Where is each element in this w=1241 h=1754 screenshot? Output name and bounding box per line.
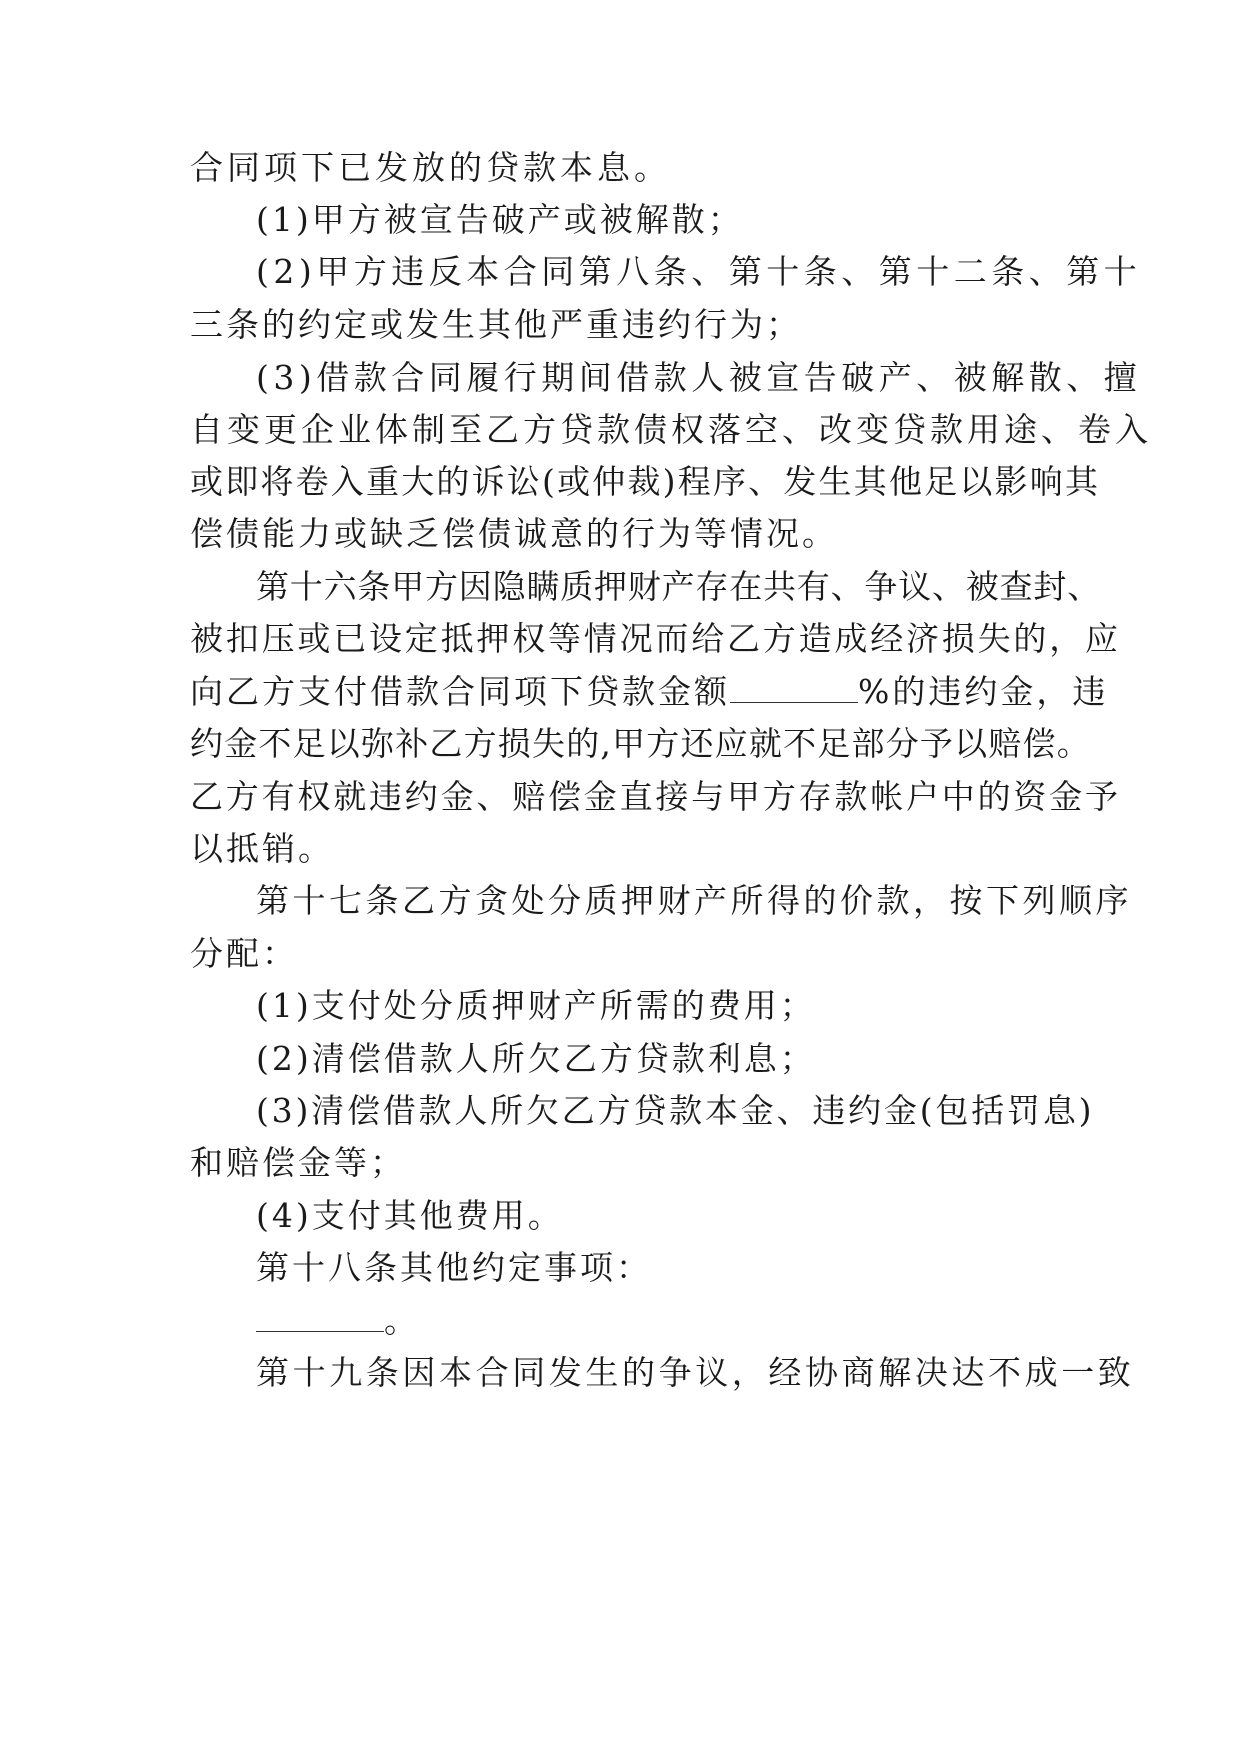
text-line: (2)甲方违反本合同第八条、第十条、第十二条、第十 <box>256 252 1142 291</box>
text-line: 第十八条其他约定事项： <box>256 1248 652 1287</box>
text-line: 乙方有权就违约金、赔偿金直接与甲方存款帐户中的资金予 <box>190 777 1121 816</box>
text-line: 偿债能力或缺乏偿债诚意的行为等情况。 <box>190 514 838 553</box>
text-line <box>190 148 1046 188</box>
text-line: 分配： <box>190 934 298 973</box>
other-terms-period: 。 <box>384 1301 420 1340</box>
other-terms-line <box>256 1301 420 1341</box>
text-line: (1)甲方被宣告破产或被解散； <box>256 200 744 239</box>
text-line-content: 合同项下已发放的贷款本息。 <box>190 148 671 187</box>
text-line: 自变更企业体制至乙方贷款债权落空、改变贷款用途、卷入 <box>190 410 1152 449</box>
text-line: (2)清偿借款人所欠乙方贷款利息； <box>256 1039 816 1078</box>
penalty-text-after: %的违约金，违 <box>858 672 1109 711</box>
text-line: 第十七条乙方贪处分质押财产所得的价款，按下列顺序 <box>256 881 1132 920</box>
text-line: 被扣压或已设定抵押权等情况而给乙方造成经济损失的，应 <box>190 619 1121 658</box>
other-terms-blank[interactable] <box>256 1301 384 1332</box>
penalty-rate-blank[interactable] <box>730 672 858 703</box>
text-line: (3)借款合同履行期间借款人被宣告破产、被解散、擅 <box>256 358 1142 397</box>
text-line: 第十九条因本合同发生的争议，经协商解决达不成一致 <box>256 1353 1135 1392</box>
text-line: (3)清偿借款人所欠乙方贷款本金、违约金(包括罚息) <box>256 1091 1095 1130</box>
text-line: 或即将卷入重大的诉讼(或仲裁)程序、发生其他足以影响其 <box>190 462 1101 501</box>
text-line: 和赔偿金等； <box>190 1143 406 1182</box>
text-line: (1)支付处分质押财产所需的费用； <box>256 986 816 1025</box>
text-line: 三条的约定或发生其他严重违约行为； <box>190 305 802 344</box>
text-line: 约金不足以弥补乙方损失的,甲方还应就不足部分予以赔偿。 <box>190 724 1091 763</box>
text-line: 第十六条甲方因隐瞒质押财产存在共有、争议、被查封、 <box>256 567 1101 606</box>
penalty-line <box>190 672 1108 712</box>
penalty-text-before: 向乙方支付借款合同项下贷款金额 <box>190 672 730 711</box>
text-line: (4)支付其他费用。 <box>256 1196 564 1235</box>
text-line: 以抵销。 <box>190 829 334 868</box>
